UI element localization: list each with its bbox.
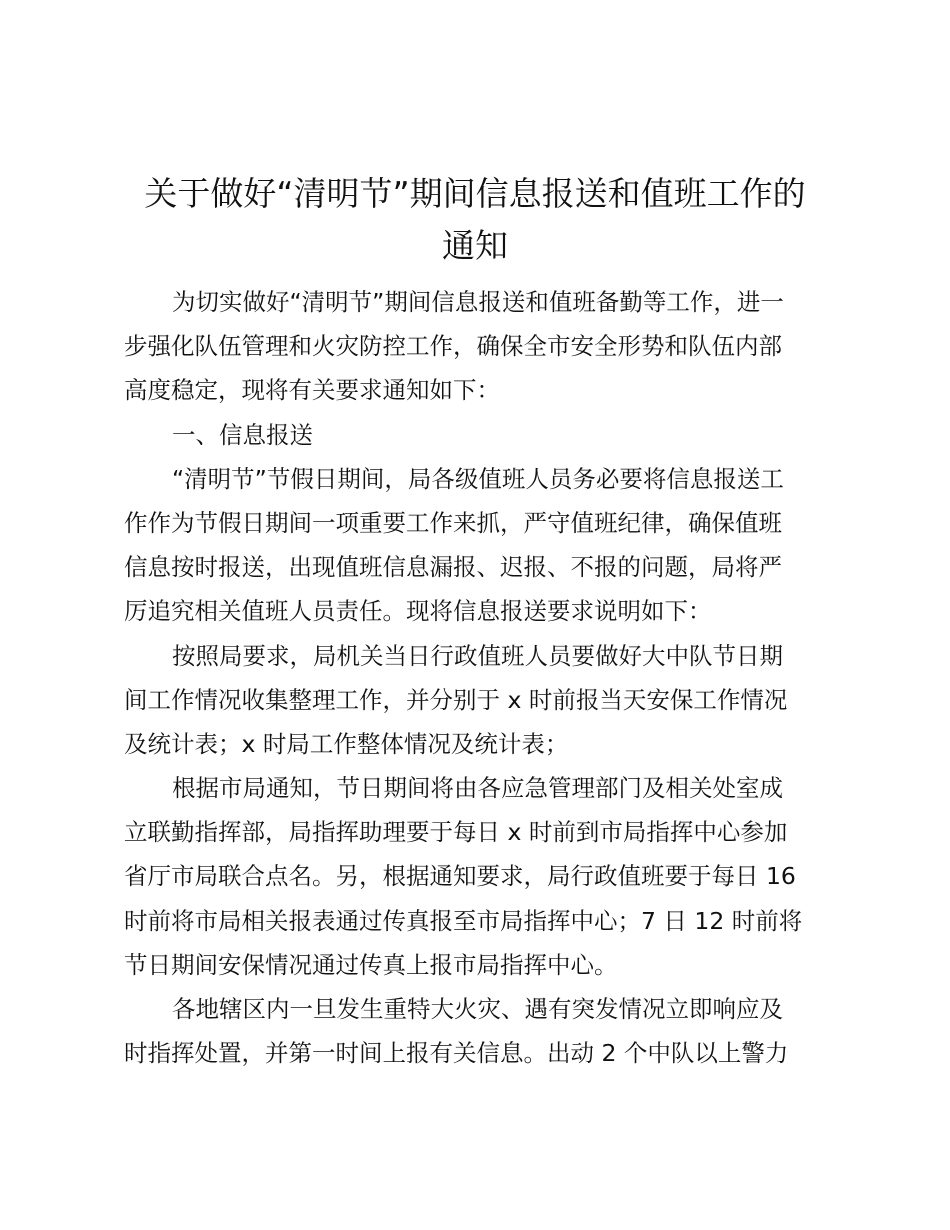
paragraph-notice-line-1: 根据市局通知，节日期间将由各应急管理部门及相关处室成 (172, 774, 783, 803)
paragraph-intro-line-1: 为切实做好“清明节”期间信息报送和值班备勤等工作，进一 (172, 288, 784, 316)
document-body (124, 280, 832, 1075)
paragraph-holiday-line-3: 信息按时报送，出现值班信息漏报、迟报、不报的问题，局将严 (124, 553, 782, 582)
title-line-1: 关于做好“清明节”期间信息报送和值班工作的 (144, 174, 806, 213)
paragraph-intro-line-3: 高度稳定，现将有关要求通知如下： (124, 376, 500, 405)
section-heading-info-report: 一、信息报送 (172, 420, 313, 449)
paragraph-holiday-line-4: 厉追究相关值班人员责任。现将信息报送要求说明如下： (124, 597, 712, 626)
paragraph-duty-line-3: 及统计表；x 时局工作整体情况及统计表； (124, 729, 569, 758)
paragraph-notice-line-5: 节日期间安保情况通过传真上报市局指挥中心。 (124, 950, 618, 979)
document-title (100, 168, 850, 272)
title-line-2: 通知 (442, 226, 508, 265)
paragraph-notice-line-4: 时前将市局相关报表通过传真报至市局指挥中心；7 日 12 时前将 (124, 906, 803, 935)
paragraph-emergency-line-2: 时指挥处置，并第一时间上报有关信息。出动 2 个中队以上警力 (124, 1039, 789, 1068)
paragraph-duty-line-2: 间工作情况收集整理工作，并分别于 x 时前报当天安保工作情况 (124, 685, 788, 714)
paragraph-emergency-line-1: 各地辖区内一旦发生重特大火灾、遇有突发情况立即响应及 (172, 995, 783, 1023)
paragraph-notice-line-2: 立联勤指挥部，局指挥助理要于每日 x 时前到市局指挥中心参加 (124, 818, 788, 847)
paragraph-holiday-line-2: 作作为节假日期间一项重要工作来抓，严守值班纪律，确保值班 (124, 508, 782, 537)
paragraph-notice-line-3: 省厅市局联合点名。另，根据通知要求，局行政值班要于每日 16 (124, 862, 796, 891)
paragraph-intro-line-2: 步强化队伍管理和火灾防控工作，确保全市安全形势和队伍内部 (124, 332, 782, 361)
paragraph-holiday-line-1: “清明节”节假日期间，局各级值班人员务必要将信息报送工 (172, 464, 784, 493)
paragraph-duty-line-1: 按照局要求，局机关当日行政值班人员要做好大中队节日期 (172, 641, 783, 670)
